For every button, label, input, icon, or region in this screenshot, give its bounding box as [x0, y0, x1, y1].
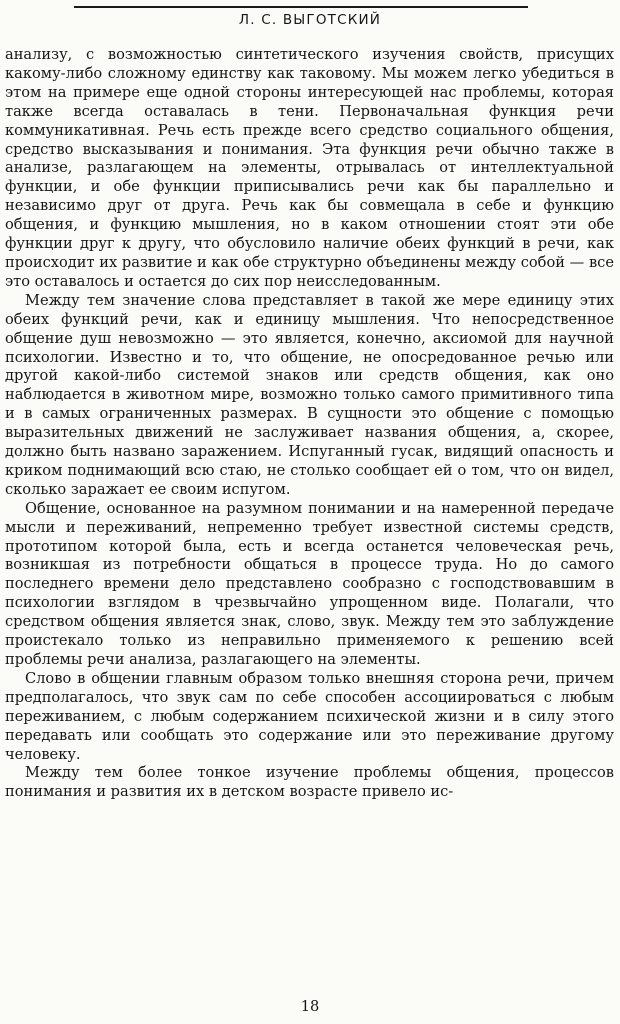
running-header: Л. С. ВЫГОТСКИЙ [238, 12, 382, 28]
header-rule [74, 6, 528, 8]
body-text [5, 46, 614, 802]
paragraph-1: анализу, с возможностью синтетического изучения свойств, присущих какому-либо сложному единству как таковому. Мы можем легко убедиться в этом на примере еще одной стороны интересующей нас проблемы, которая также всегда оставалась в тени. Первоначальная функция речи коммуникативная. Речь есть прежде всего средство социального общения, средство высказывания и понимания. Эта функция речи обычно также в анализе, разлагающем на элементы, отрывалась от интеллектуальной функции, и обе функции приписывались речи как бы параллельно и независимо друг от друга. Речь как бы совмещала в себе и функцию общения, и функцию мышления, но в каком отношении стоят эти обе функции друг к другу, что обусловило наличие обеих функций в речи, как происходит их развитие и как обе структурно объединены между собой — все это оставалось и остается до сих пор неисследованным. [5, 46, 614, 290]
paragraph-3: Общение, основанное на разумном понимании и на намеренной передаче мысли и переживаний, непременно требует известной системы средств, прототипом которой была, есть и всегда останется человеческая речь, возникшая из потребности общаться в процессе труда. Но до самого последнего времени дело представлено сообразно с господствовавшим в психологии взглядом в чрезвычайно упрощенном виде. Полагали, что средством общения является знак, слово, звук. Между тем это заблуждение проистекало только из неправильно применяемого к решению всей проблемы речи анализа, разлагающего на элементы. [5, 499, 614, 668]
paragraph-4: Слово в общении главным образом только внешняя сторона речи, причем предполагалось, что звук сам по себе способен ассоциироваться с любым переживанием, с любым содержанием психической жизни и в силу этого передавать или сообщать это содержание или это переживание другому человеку. [5, 669, 614, 763]
paragraph-2: Между тем значение слова представляет в такой же мере единицу этих обеих функций речи, как и единицу мышления. Что непосредственное общение душ невозможно — это является, конечно, аксиомой для научной психологии. Известно и то, что общение, не опосредованное речью или другой какой-либо системой знаков или средств общения, как оно наблюдается в животном мире, возможно только самого примитивного типа и в самых ограниченных размерах. В сущности это общение с помощью выразительных движений не заслуживает названия общения, а, скорее, должно быть названо заражением. Испуганный гусак, видящий опасность и криком поднимающий всю стаю, не столько сообщает ей о том, что он видел, сколько заражает ее своим испугом. [5, 291, 614, 498]
paragraph-5: Между тем более тонкое изучение проблемы общения, процессов понимания и развития их в детском возрасте привело ис- [5, 764, 614, 801]
page-number: 18 [300, 998, 320, 1015]
